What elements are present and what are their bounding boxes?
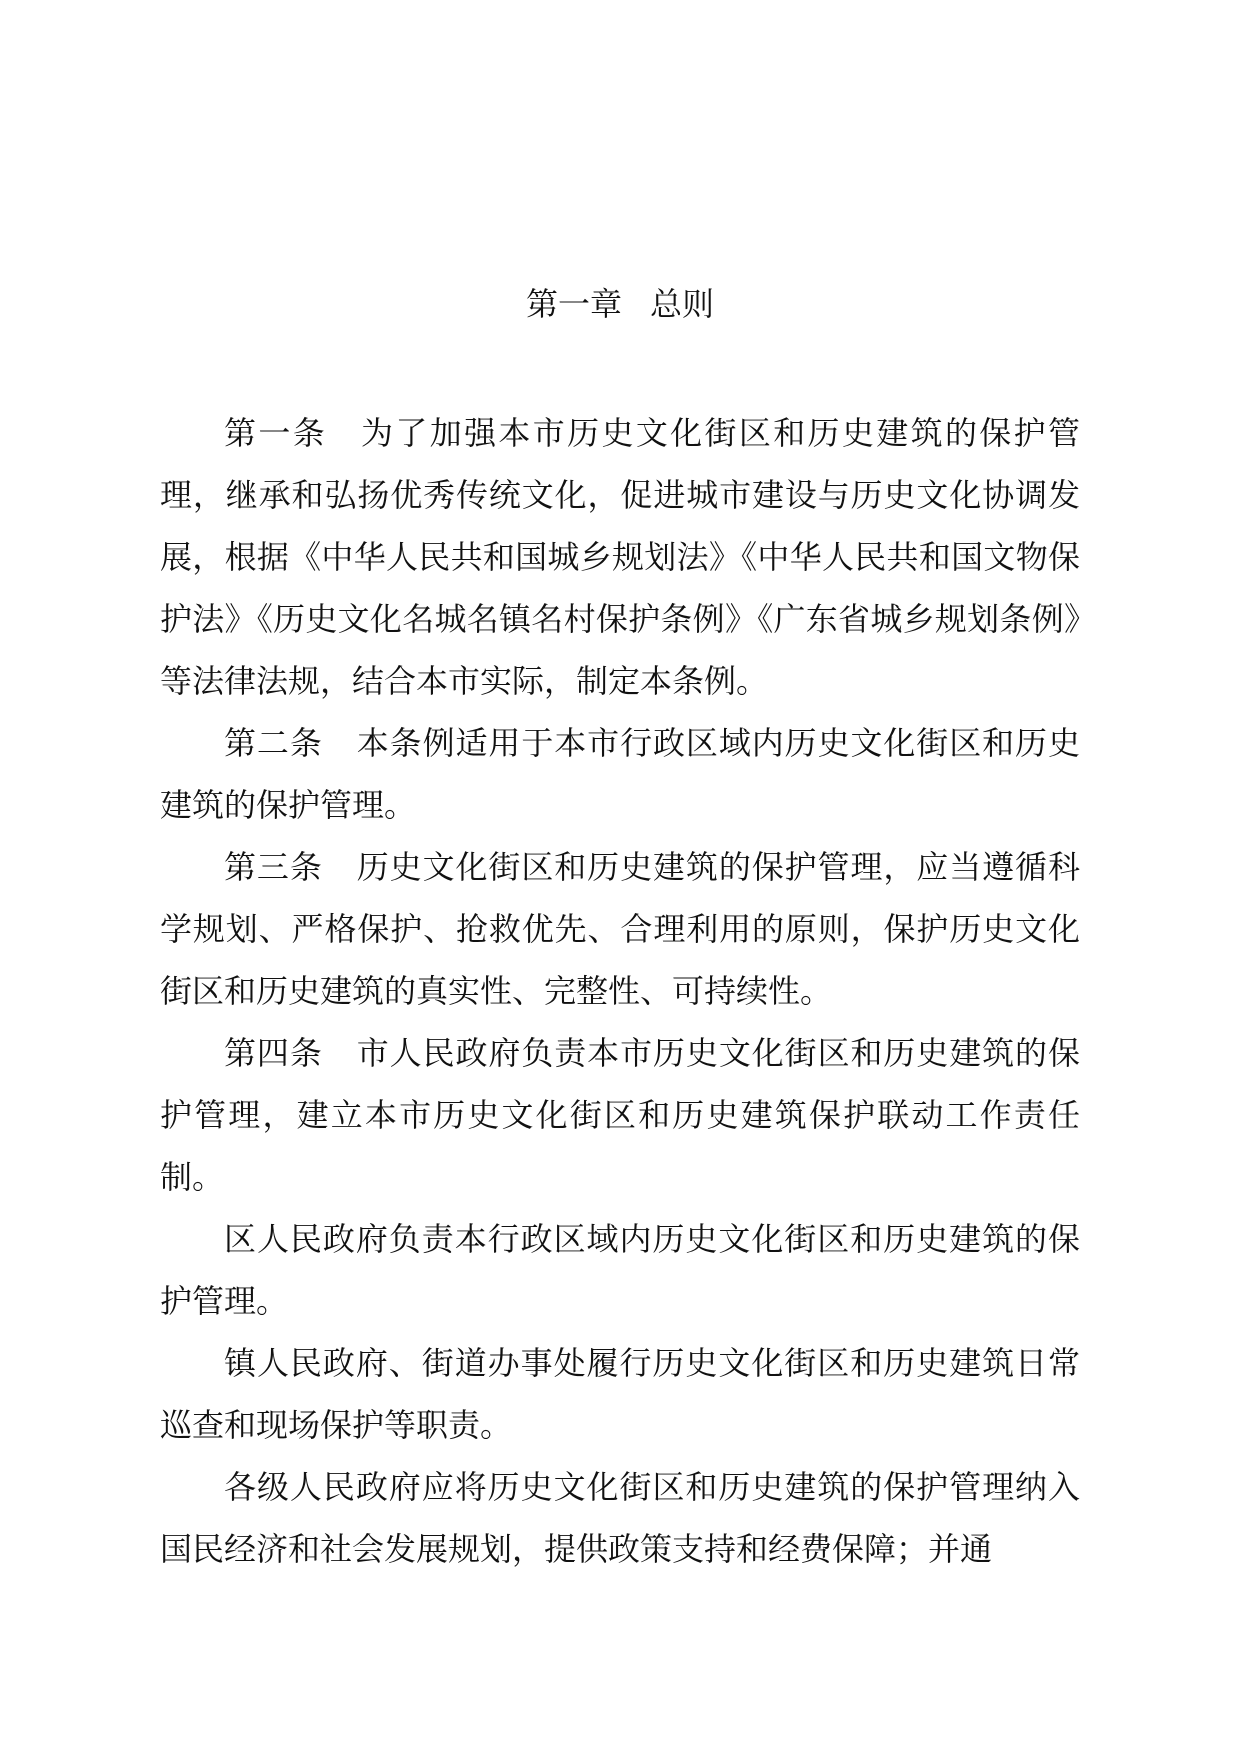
article-text: 为了加强本市历史文化街区和历史建筑的保护管理，继承和弘扬优秀传统文化，促进城市建设与历史文化协调发展，根据《中华人民共和国城乡规划法》《中华人民共和国文物保护法》《历史文化名城名镇名村保护条例》《广东省城乡规划条例》等法律法规，结合本市实际，制定本条例。 <box>160 414 1080 700</box>
paragraph <box>160 1208 1080 1332</box>
paragraph-text: 各级人民政府应将历史文化街区和历史建筑的保护管理纳入国民经济和社会发展规划，提供政策支持和经费保障；并通 <box>160 1468 1080 1568</box>
body-text <box>160 402 1080 1580</box>
article-paragraph <box>160 712 1080 836</box>
article-text: 本条例适用于本市行政区域内历史文化街区和历史建筑的保护管理。 <box>160 724 1080 824</box>
paragraph <box>160 1456 1080 1580</box>
article-number: 第三条 <box>224 848 323 886</box>
article-paragraph <box>160 1022 1080 1208</box>
paragraph <box>160 1332 1080 1456</box>
article-text: 历史文化街区和历史建筑的保护管理，应当遵循科学规划、严格保护、抢救优先、合理利用的原则，保护历史文化街区和历史建筑的真实性、完整性、可持续性。 <box>160 848 1080 1010</box>
article-paragraph <box>160 836 1080 1022</box>
article-number: 第一条 <box>224 414 328 452</box>
chapter-heading <box>0 272 1240 336</box>
paragraph-text: 区人民政府负责本行政区域内历史文化街区和历史建筑的保护管理。 <box>160 1220 1080 1320</box>
article-number: 第四条 <box>224 1034 323 1072</box>
article-paragraph <box>160 402 1080 712</box>
article-number: 第二条 <box>224 724 323 762</box>
paragraph-text: 镇人民政府、街道办事处履行历史文化街区和历史建筑日常巡查和现场保护等职责。 <box>160 1344 1080 1444</box>
chapter-title: 总则 <box>650 285 715 323</box>
article-text: 市人民政府负责本市历史文化街区和历史建筑的保护管理，建立本市历史文化街区和历史建筑保护联动工作责任制。 <box>160 1034 1080 1196</box>
chapter-number: 第一章 <box>525 285 622 323</box>
